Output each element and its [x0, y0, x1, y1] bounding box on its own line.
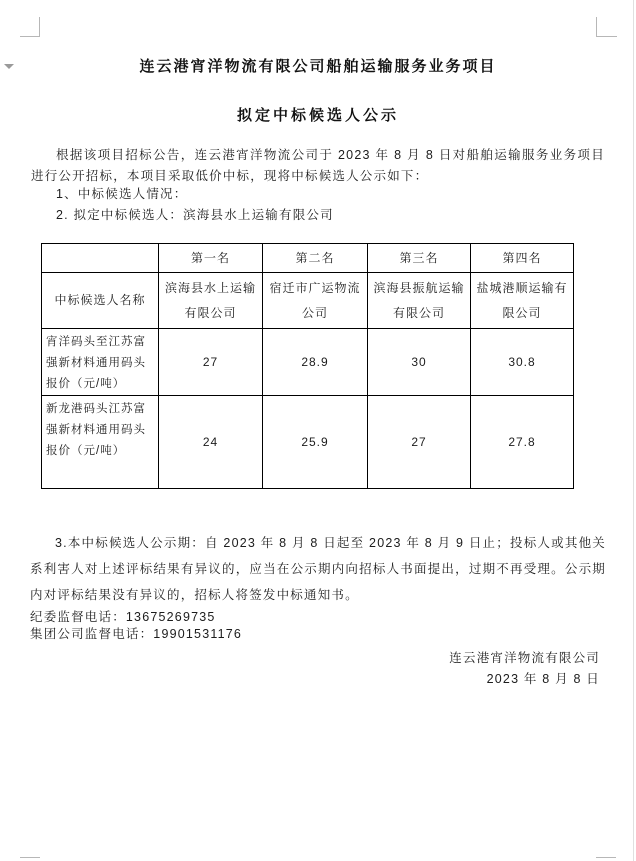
- row-label-cell: 新龙港码头江苏富强新材料通用码头报价（元/吨）: [42, 396, 159, 489]
- list-item-1: 1、中标候选人情况：: [56, 187, 188, 201]
- crop-mark-top-left-icon: [20, 17, 40, 37]
- candidate-name-cell: 滨海县振航运输有限公司: [368, 273, 471, 329]
- signature-date: 2023 年 8 月 8 日: [486, 672, 600, 686]
- table-header-cell-rank3: 第三名: [368, 244, 471, 273]
- price-cell: 25.9: [263, 396, 368, 489]
- candidate-name-cell: 滨海县水上运输有限公司: [159, 273, 263, 329]
- list-item-2: 2. 拟定中标候选人：滨海县水上运输有限公司: [56, 208, 334, 222]
- signature-company: 连云港宵洋物流有限公司: [449, 651, 600, 665]
- table-header-cell-blank: [42, 244, 159, 273]
- table-header-cell-rank1: 第一名: [159, 244, 263, 273]
- row-label-cell: 宵洋码头至江苏富强新材料通用码头报价（元/吨）: [42, 329, 159, 396]
- crop-mark-top-right-icon: [596, 17, 617, 37]
- signature-block: [0, 648, 600, 690]
- price-cell: 27: [368, 396, 471, 489]
- candidate-name-cell: 宿迁市广运物流公司: [263, 273, 368, 329]
- notice-paragraph: 3.本中标候选人公示期：自 2023 年 8 月 8 日起至 2023 年 8 月 9 日止；投标人或其他关系利害人对上述评标结果有异议的，应当在公示期内向招标人书面提出，过期不再受理。公示期内对评标结果没有异议的，招标人将签发中标通知书。: [30, 536, 606, 602]
- table-row-price-xiaoyang: [42, 329, 574, 396]
- document-title: 连云港宵洋物流有限公司船舶运输服务业务项目: [139, 58, 497, 75]
- table-header-cell-rank4: 第四名: [471, 244, 574, 273]
- crop-mark-bottom-left-icon: [20, 857, 40, 861]
- phone-line-group: 集团公司监督电话：19901531176: [30, 627, 243, 641]
- page-edge-line: [633, 0, 634, 861]
- candidate-name-cell: 盐城港顺运输有限公司: [471, 273, 574, 329]
- price-cell: 24: [159, 396, 263, 489]
- crop-mark-bottom-right-icon: [596, 857, 616, 861]
- price-cell: 27: [159, 329, 263, 396]
- price-cell: 28.9: [263, 329, 368, 396]
- price-cell: 30.8: [471, 329, 574, 396]
- phone-line-discipline: 纪委监督电话：13675269735: [30, 610, 216, 624]
- document-subtitle: 拟定中标候选人公示: [236, 107, 399, 124]
- price-cell: 30: [368, 329, 471, 396]
- table-header-row: [42, 244, 574, 273]
- price-cell: 27.8: [471, 396, 574, 489]
- table-header-cell-rank2: 第二名: [263, 244, 368, 273]
- table-row-candidate-names: [42, 273, 574, 329]
- intro-paragraph: 根据该项目招标公告，连云港宵洋物流公司于 2023 年 8 月 8 日对船舶运输服务业务项目进行公开招标，本项目采取低价中标，现将中标候选人公示如下：: [31, 148, 605, 183]
- table-row-price-xinlonggang: [42, 396, 574, 489]
- bid-candidates-table: [41, 243, 574, 489]
- row-label-cell: 中标候选人名称: [42, 273, 159, 329]
